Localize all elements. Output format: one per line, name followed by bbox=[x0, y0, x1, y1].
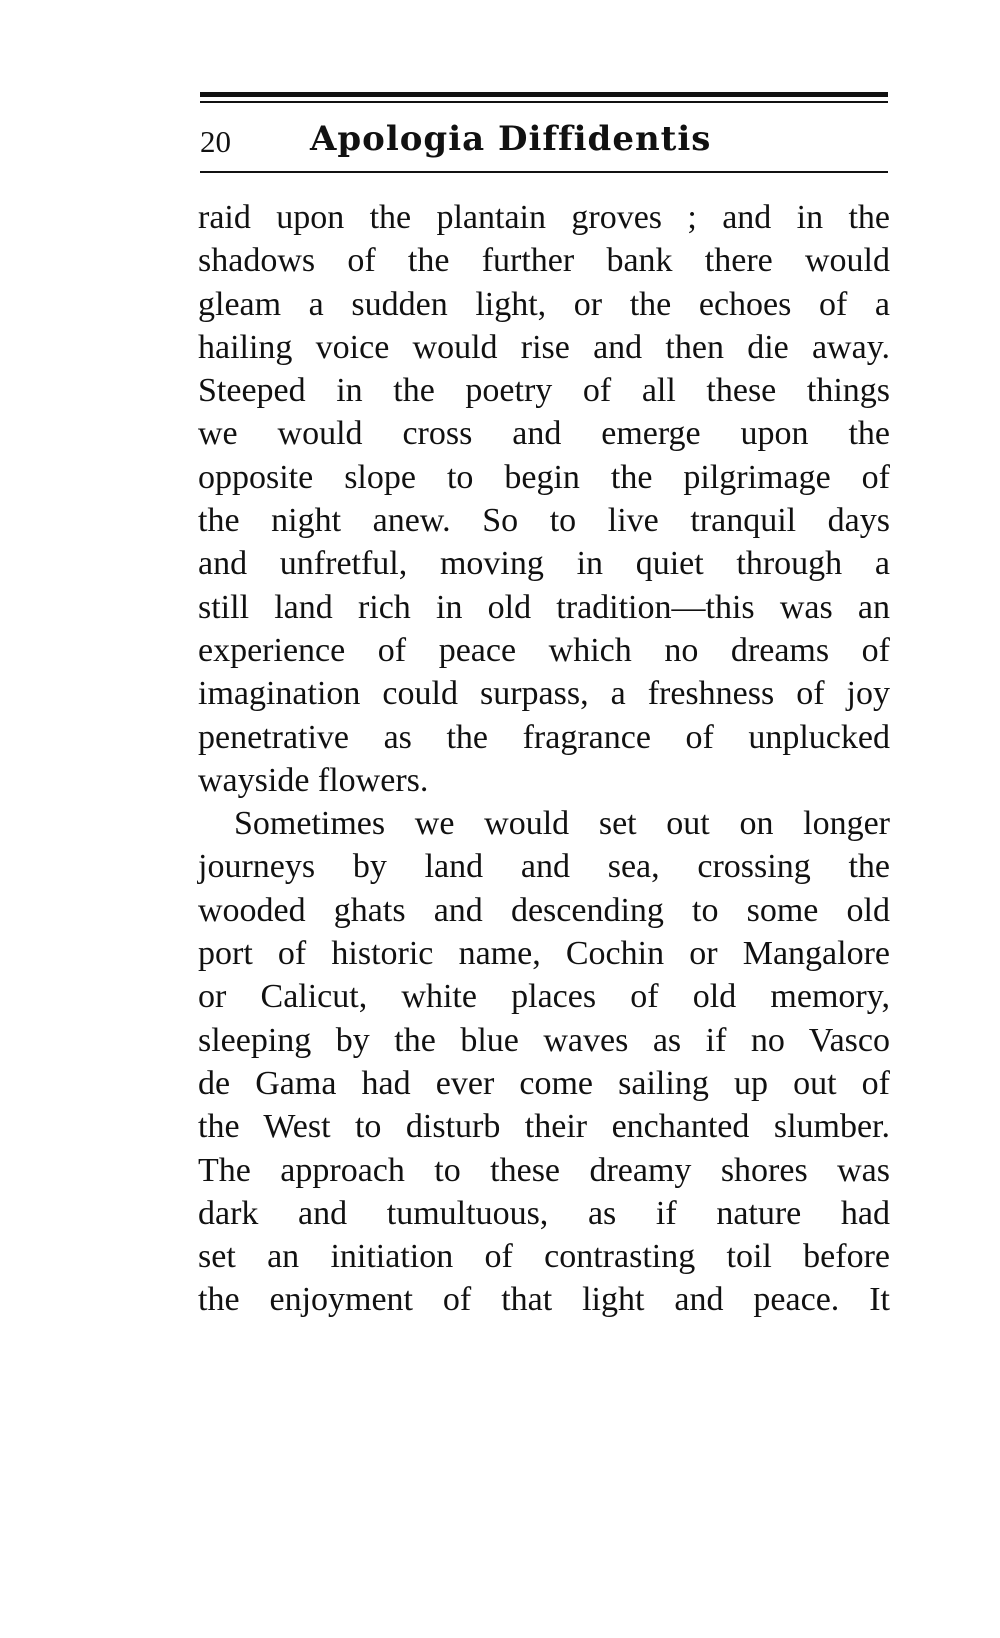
text-line: and unfretful, moving in quiet through a bbox=[198, 545, 890, 583]
text-line: or Calicut, white places of old memory, bbox=[198, 978, 890, 1016]
text-line: wooded ghats and descending to some old bbox=[198, 891, 890, 929]
text-line: imagination could surpass, a freshness of joy bbox=[198, 675, 890, 713]
text-line: still land rich in old tradition—this was an bbox=[198, 588, 890, 626]
text-line: sleeping by the blue waves as if no Vasco bbox=[198, 1021, 890, 1059]
text-line: we would cross and emerge upon the bbox=[198, 415, 890, 453]
text-line: opposite slope to begin the pilgrimage of bbox=[198, 458, 890, 496]
text-line: dark and tumultuous, as if nature had bbox=[198, 1194, 890, 1232]
paragraph-end-line: wayside flowers. bbox=[198, 761, 429, 799]
running-title: Apologia Diffidentis bbox=[310, 119, 712, 159]
body-text bbox=[198, 196, 890, 1322]
text-line: hailing voice would rise and then die away. bbox=[198, 328, 890, 366]
text-line: Steeped in the poetry of all these things bbox=[198, 372, 890, 410]
page-number: 20 bbox=[200, 124, 231, 159]
text-line: gleam a sudden light, or the echoes of a bbox=[198, 285, 890, 323]
paragraph-start-line: Sometimes we would set out on longer bbox=[234, 805, 890, 843]
text-line: experience of peace which no dreams of bbox=[198, 631, 890, 669]
text-line: The approach to these dreamy shores was bbox=[198, 1151, 890, 1189]
text-line: raid upon the plantain groves ; and in the bbox=[198, 199, 890, 236]
text-line: shadows of the further bank there would bbox=[198, 242, 890, 280]
text-line: the enjoyment of that light and peace. It bbox=[198, 1281, 890, 1319]
text-line: set an initiation of contrasting toil before bbox=[198, 1238, 890, 1276]
running-head bbox=[200, 116, 888, 166]
text-line: the night anew. So to live tranquil days bbox=[198, 502, 890, 540]
text-line: journeys by land and sea, crossing the bbox=[198, 848, 890, 886]
text-line: the West to disturb their enchanted slumber. bbox=[198, 1108, 890, 1146]
header-underline-rule bbox=[200, 171, 888, 173]
text-line: penetrative as the fragrance of unplucked bbox=[198, 718, 890, 756]
header-rule-thick bbox=[200, 92, 888, 97]
text-line: de Gama had ever come sailing up out of bbox=[198, 1064, 890, 1102]
text-line: port of historic name, Cochin or Mangalore bbox=[198, 935, 890, 973]
header-rule-thin bbox=[200, 101, 888, 103]
